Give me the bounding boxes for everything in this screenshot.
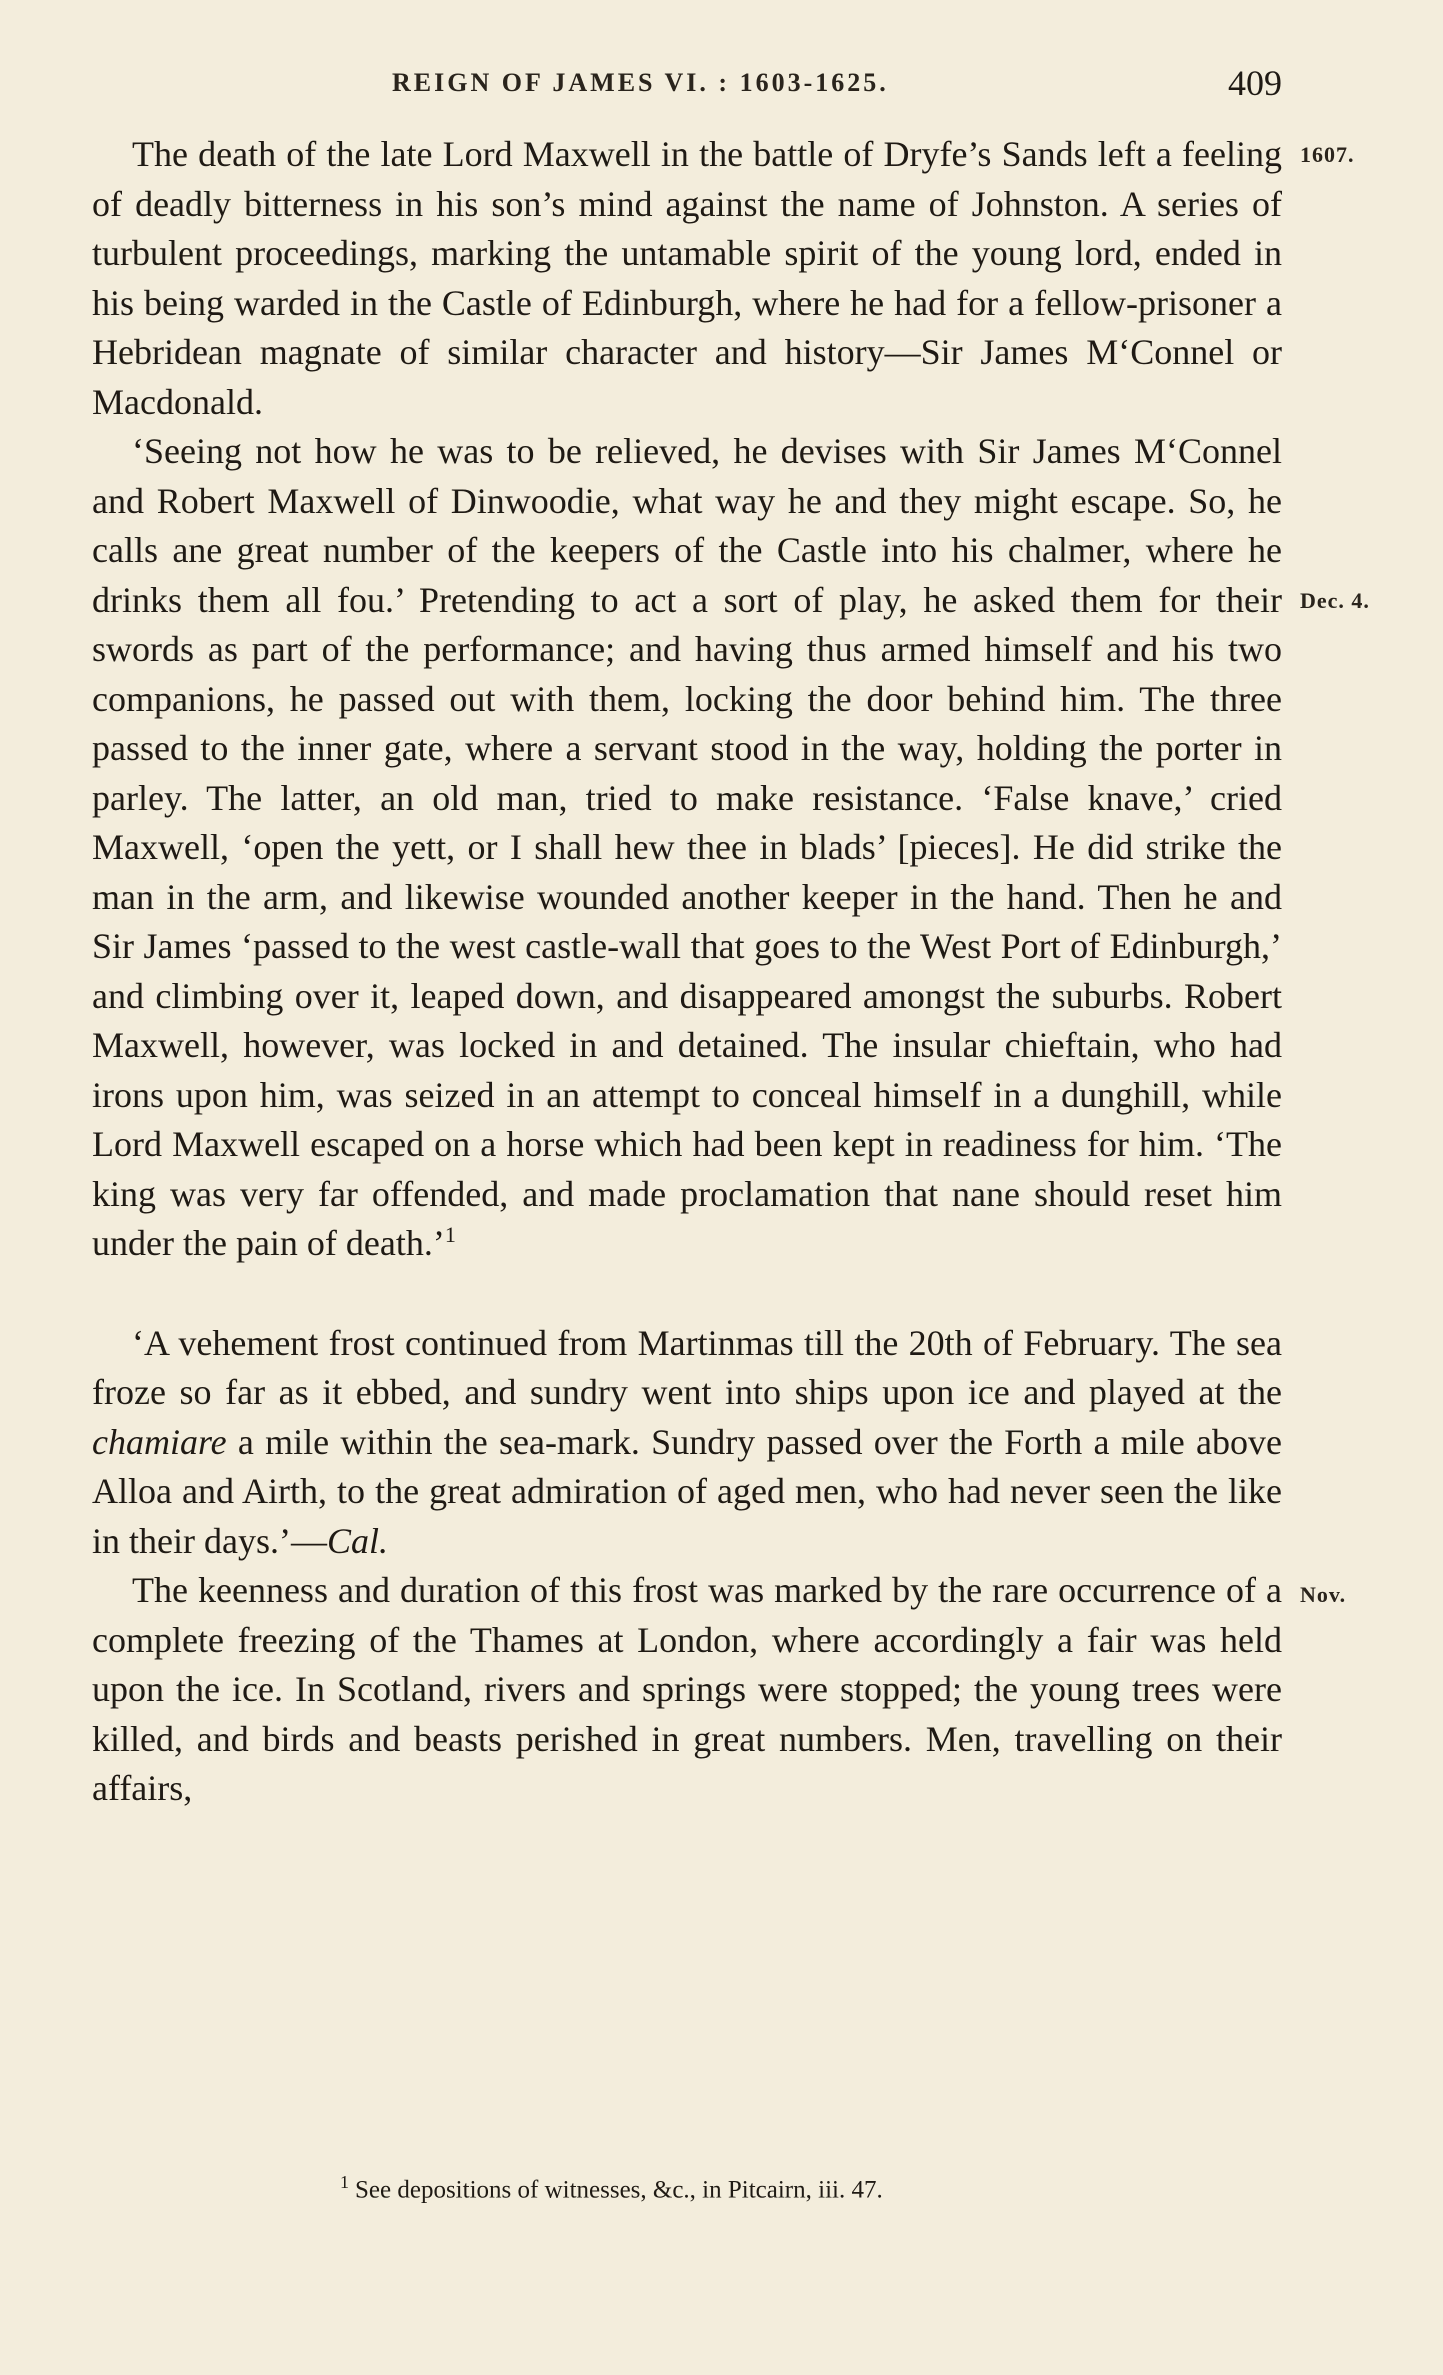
frost-quote-source: Cal. xyxy=(326,1520,388,1561)
text-column xyxy=(92,130,1282,1814)
margin-note-year: 1607. xyxy=(1300,142,1355,167)
paragraph-maxwell-death: The death of the late Lord Maxwell in the battle of Dryfe’s Sands left a feeling of deadly bitterness in his son’s mind against the name of Johnston. A series of turbulent proceedings, marking the untamable spirit of the young lord, ended in his being warded in the Castle of Edinburgh, where he had for a fellow-prisoner a Hebridean magnate of similar character and history—Sir James M‘Connel or Macdonald. xyxy=(92,134,1282,422)
frost-quote-italic-word: chamiare xyxy=(92,1421,227,1462)
page-number: 409 xyxy=(1228,63,1282,103)
footnote-mark: 1 xyxy=(340,2172,349,2192)
footnote-text: See depositions of witnesses, &c., in Pitcairn, iii. 47. xyxy=(355,2176,883,2204)
running-title: REIGN OF JAMES VI. : 1603-1625. xyxy=(392,68,889,97)
paragraph-escape-text: ‘Seeing not how he was to be relieved, he devises with Sir James M‘Connel and Robert Maxwell of Dinwoodie, what way he and they might escape. So, he calls ane great number of the keepers of the Castle into his chalmer, where he drinks them all fou.’ Pretending to act a sort of play, he asked them for their swords as part of the performance; and having thus armed himself and his two companions, he passed out with them, locking the door behind him. The three passed to the inner gate, where a servant stood in the way, holding the porter in parley. The latter, an old man, tried to make resistance. ‘False knave,’ cried Maxwell, ‘open the yett, or I shall hew thee in blads’ [pieces]. He did strike the man in the arm, and likewise wounded another keeper in the hand. Then he and Sir James ‘passed to the west castle-wall that goes to the West Port of Edinburgh,’ and climbing over it, leaped down, and disappeared amongst the suburbs. Robert Maxwell, however, was locked in and detained. The insular chieftain, who had irons upon him, was seized in an attempt to conceal himself in a dunghill, while Lord Maxwell escaped on a horse which had been kept in readiness for him. ‘The king was very far offended, and made proclamation that nane should reset him under the pain of death.’ xyxy=(92,431,1282,1263)
paragraph-escape xyxy=(92,427,1282,1269)
frost-quote-part2: a mile within the sea-mark. Sundry passed over the Forth a mile above Alloa and Airth, to the great admiration of aged men, who had never seen the like in their days.’— xyxy=(92,1421,1282,1561)
frost-quote-part1: ‘A vehement frost continued from Martinmas till the 20th of February. The sea froze so far as it ebbed, and sundry went into ships upon ice and played at the xyxy=(92,1322,1282,1412)
footnote-ref[interactable]: 1 xyxy=(444,1222,456,1247)
paragraph-frost-quote xyxy=(92,1319,1282,1567)
footnote xyxy=(340,2172,883,2204)
margin-note-dec: Dec. 4. xyxy=(1300,588,1370,613)
margin-note-nov: Nov. xyxy=(1300,1582,1347,1607)
paragraph-frost-effects: The keenness and duration of this frost was marked by the rare occurrence of a complete freezing of the Thames at London, where accordingly a fair was held upon the ice. In Scotland, rivers and springs were stopped; the young trees were killed, and birds and beasts perished in great numbers. Men, travelling on their affairs, xyxy=(92,1570,1282,1808)
running-head xyxy=(92,62,1282,112)
